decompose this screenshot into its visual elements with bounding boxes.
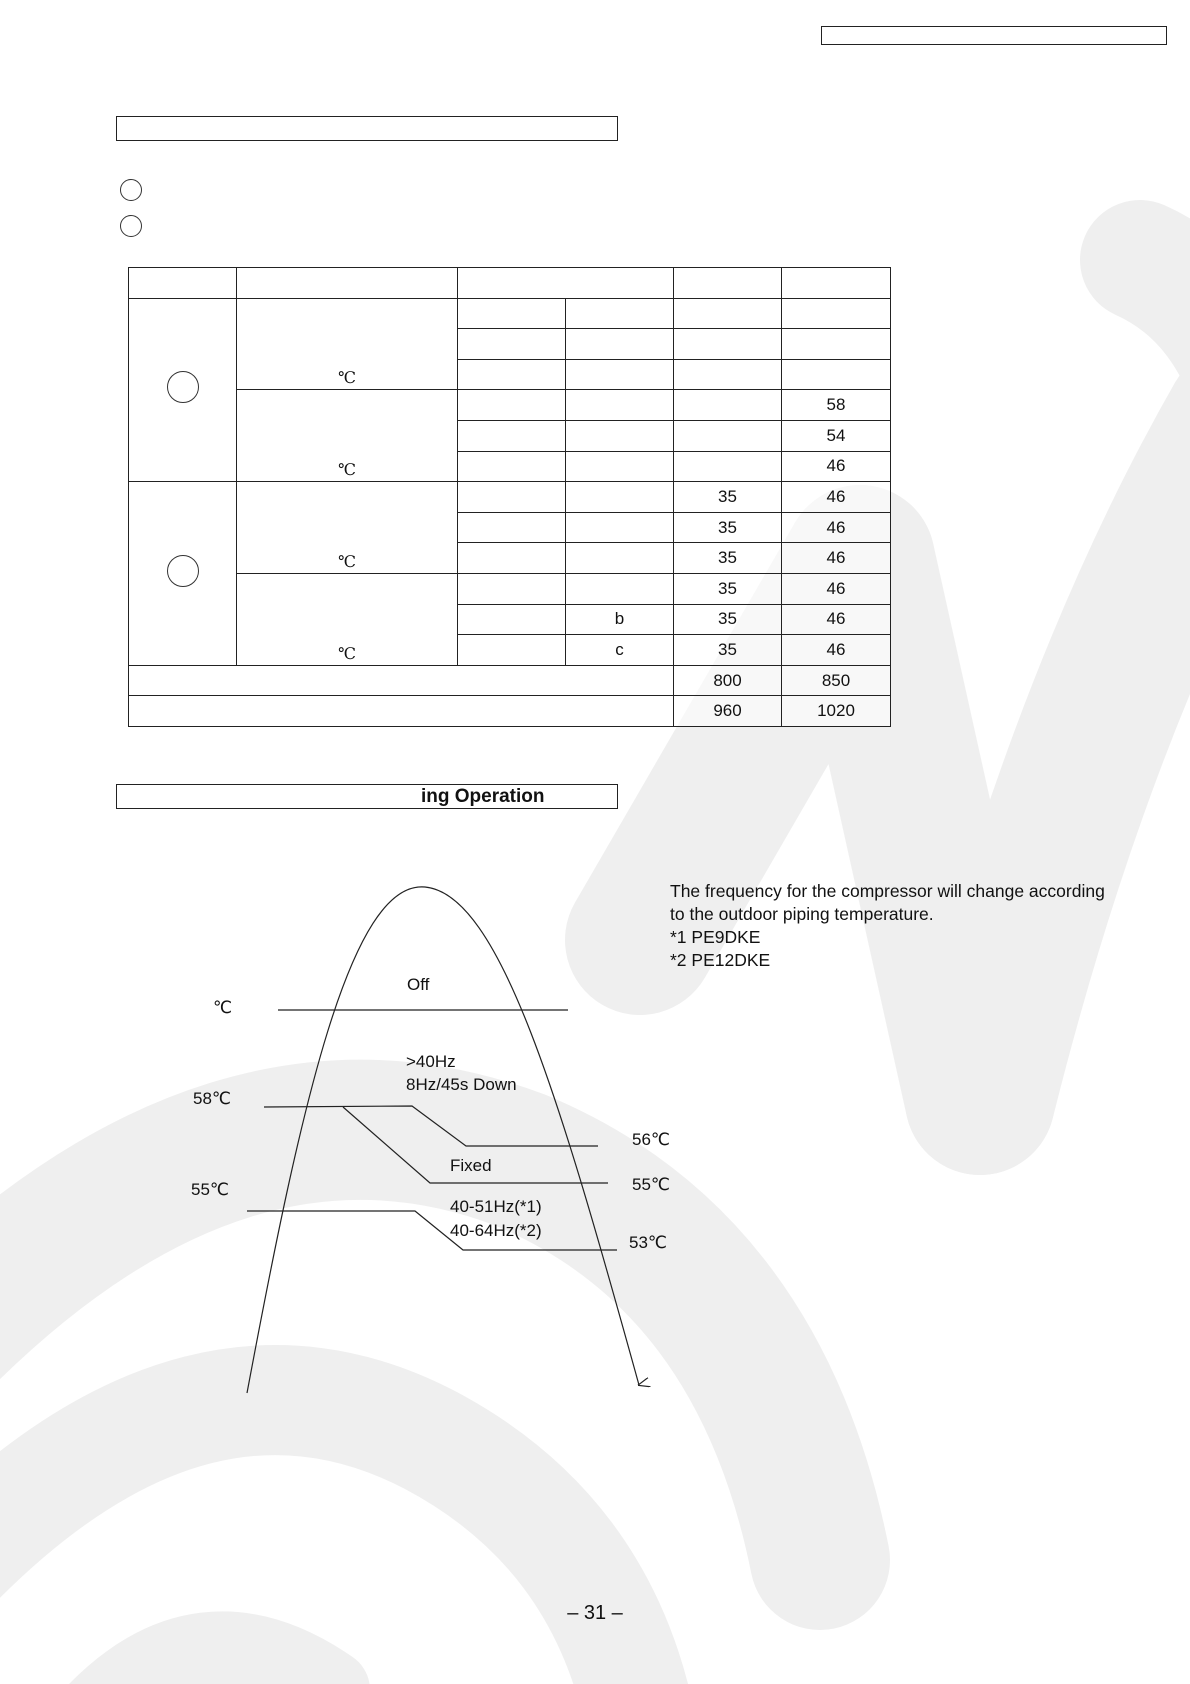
left-threshold-label: ℃ bbox=[213, 998, 233, 1017]
zone-label-fixed: Fixed bbox=[450, 1156, 492, 1175]
table-cell: b bbox=[566, 604, 674, 635]
table-cell: 46 bbox=[782, 512, 891, 543]
left-threshold-label: 55℃ bbox=[191, 1180, 230, 1199]
condition-cell: ℃ bbox=[237, 390, 458, 482]
table-cell: 35 bbox=[674, 512, 782, 543]
table-cell: c bbox=[566, 635, 674, 666]
condition-cell: ℃ bbox=[237, 298, 458, 390]
right-threshold-label: 56℃ bbox=[632, 1130, 671, 1149]
diagram-note bbox=[670, 880, 1105, 972]
up-zone-line bbox=[247, 1211, 617, 1250]
down-zone-line bbox=[264, 1106, 598, 1146]
table-cell: 46 bbox=[782, 543, 891, 574]
page-number: – 31 – bbox=[567, 1602, 623, 1624]
section-title-2: ing Operation bbox=[421, 786, 545, 807]
table-cell: 800 bbox=[674, 665, 782, 696]
note-line: The frequency for the compressor will change according bbox=[670, 881, 1105, 901]
right-threshold-label: 53℃ bbox=[629, 1233, 668, 1252]
table-cell: 850 bbox=[782, 665, 891, 696]
table-cell: 35 bbox=[674, 604, 782, 635]
note-line: to the outdoor piping temperature. bbox=[670, 904, 934, 924]
table-cell: 46 bbox=[782, 573, 891, 604]
note-line: *2 PE12DKE bbox=[670, 950, 771, 970]
zone-label-off: Off bbox=[407, 975, 430, 994]
zone-label-up-2: 40-64Hz(*2) bbox=[450, 1221, 542, 1240]
table-cell: 46 bbox=[782, 635, 891, 666]
zone-label-down-1: >40Hz bbox=[406, 1052, 456, 1071]
zone-label-up-1: 40-51Hz(*1) bbox=[450, 1197, 542, 1216]
table-cell: 46 bbox=[782, 482, 891, 513]
right-threshold-label: 55℃ bbox=[632, 1175, 671, 1194]
table-cell: 35 bbox=[674, 635, 782, 666]
table-cell: 58 bbox=[782, 390, 891, 421]
left-threshold-label: 58℃ bbox=[193, 1089, 232, 1108]
table-cell: 46 bbox=[782, 604, 891, 635]
condition-cell: ℃ bbox=[237, 573, 458, 665]
zone-label-down-2: 8Hz/45s Down bbox=[406, 1075, 517, 1094]
table-cell: 960 bbox=[674, 696, 782, 727]
temperature-curve bbox=[247, 887, 639, 1393]
note-line: *1 PE9DKE bbox=[670, 927, 761, 947]
table-cell: 35 bbox=[674, 573, 782, 604]
table-cell: 1020 bbox=[782, 696, 891, 727]
table-cell: 35 bbox=[674, 543, 782, 574]
condition-cell: ℃ bbox=[237, 482, 458, 574]
table-cell: 54 bbox=[782, 420, 891, 451]
table-cell: 46 bbox=[782, 451, 891, 482]
table-cell: 35 bbox=[674, 482, 782, 513]
